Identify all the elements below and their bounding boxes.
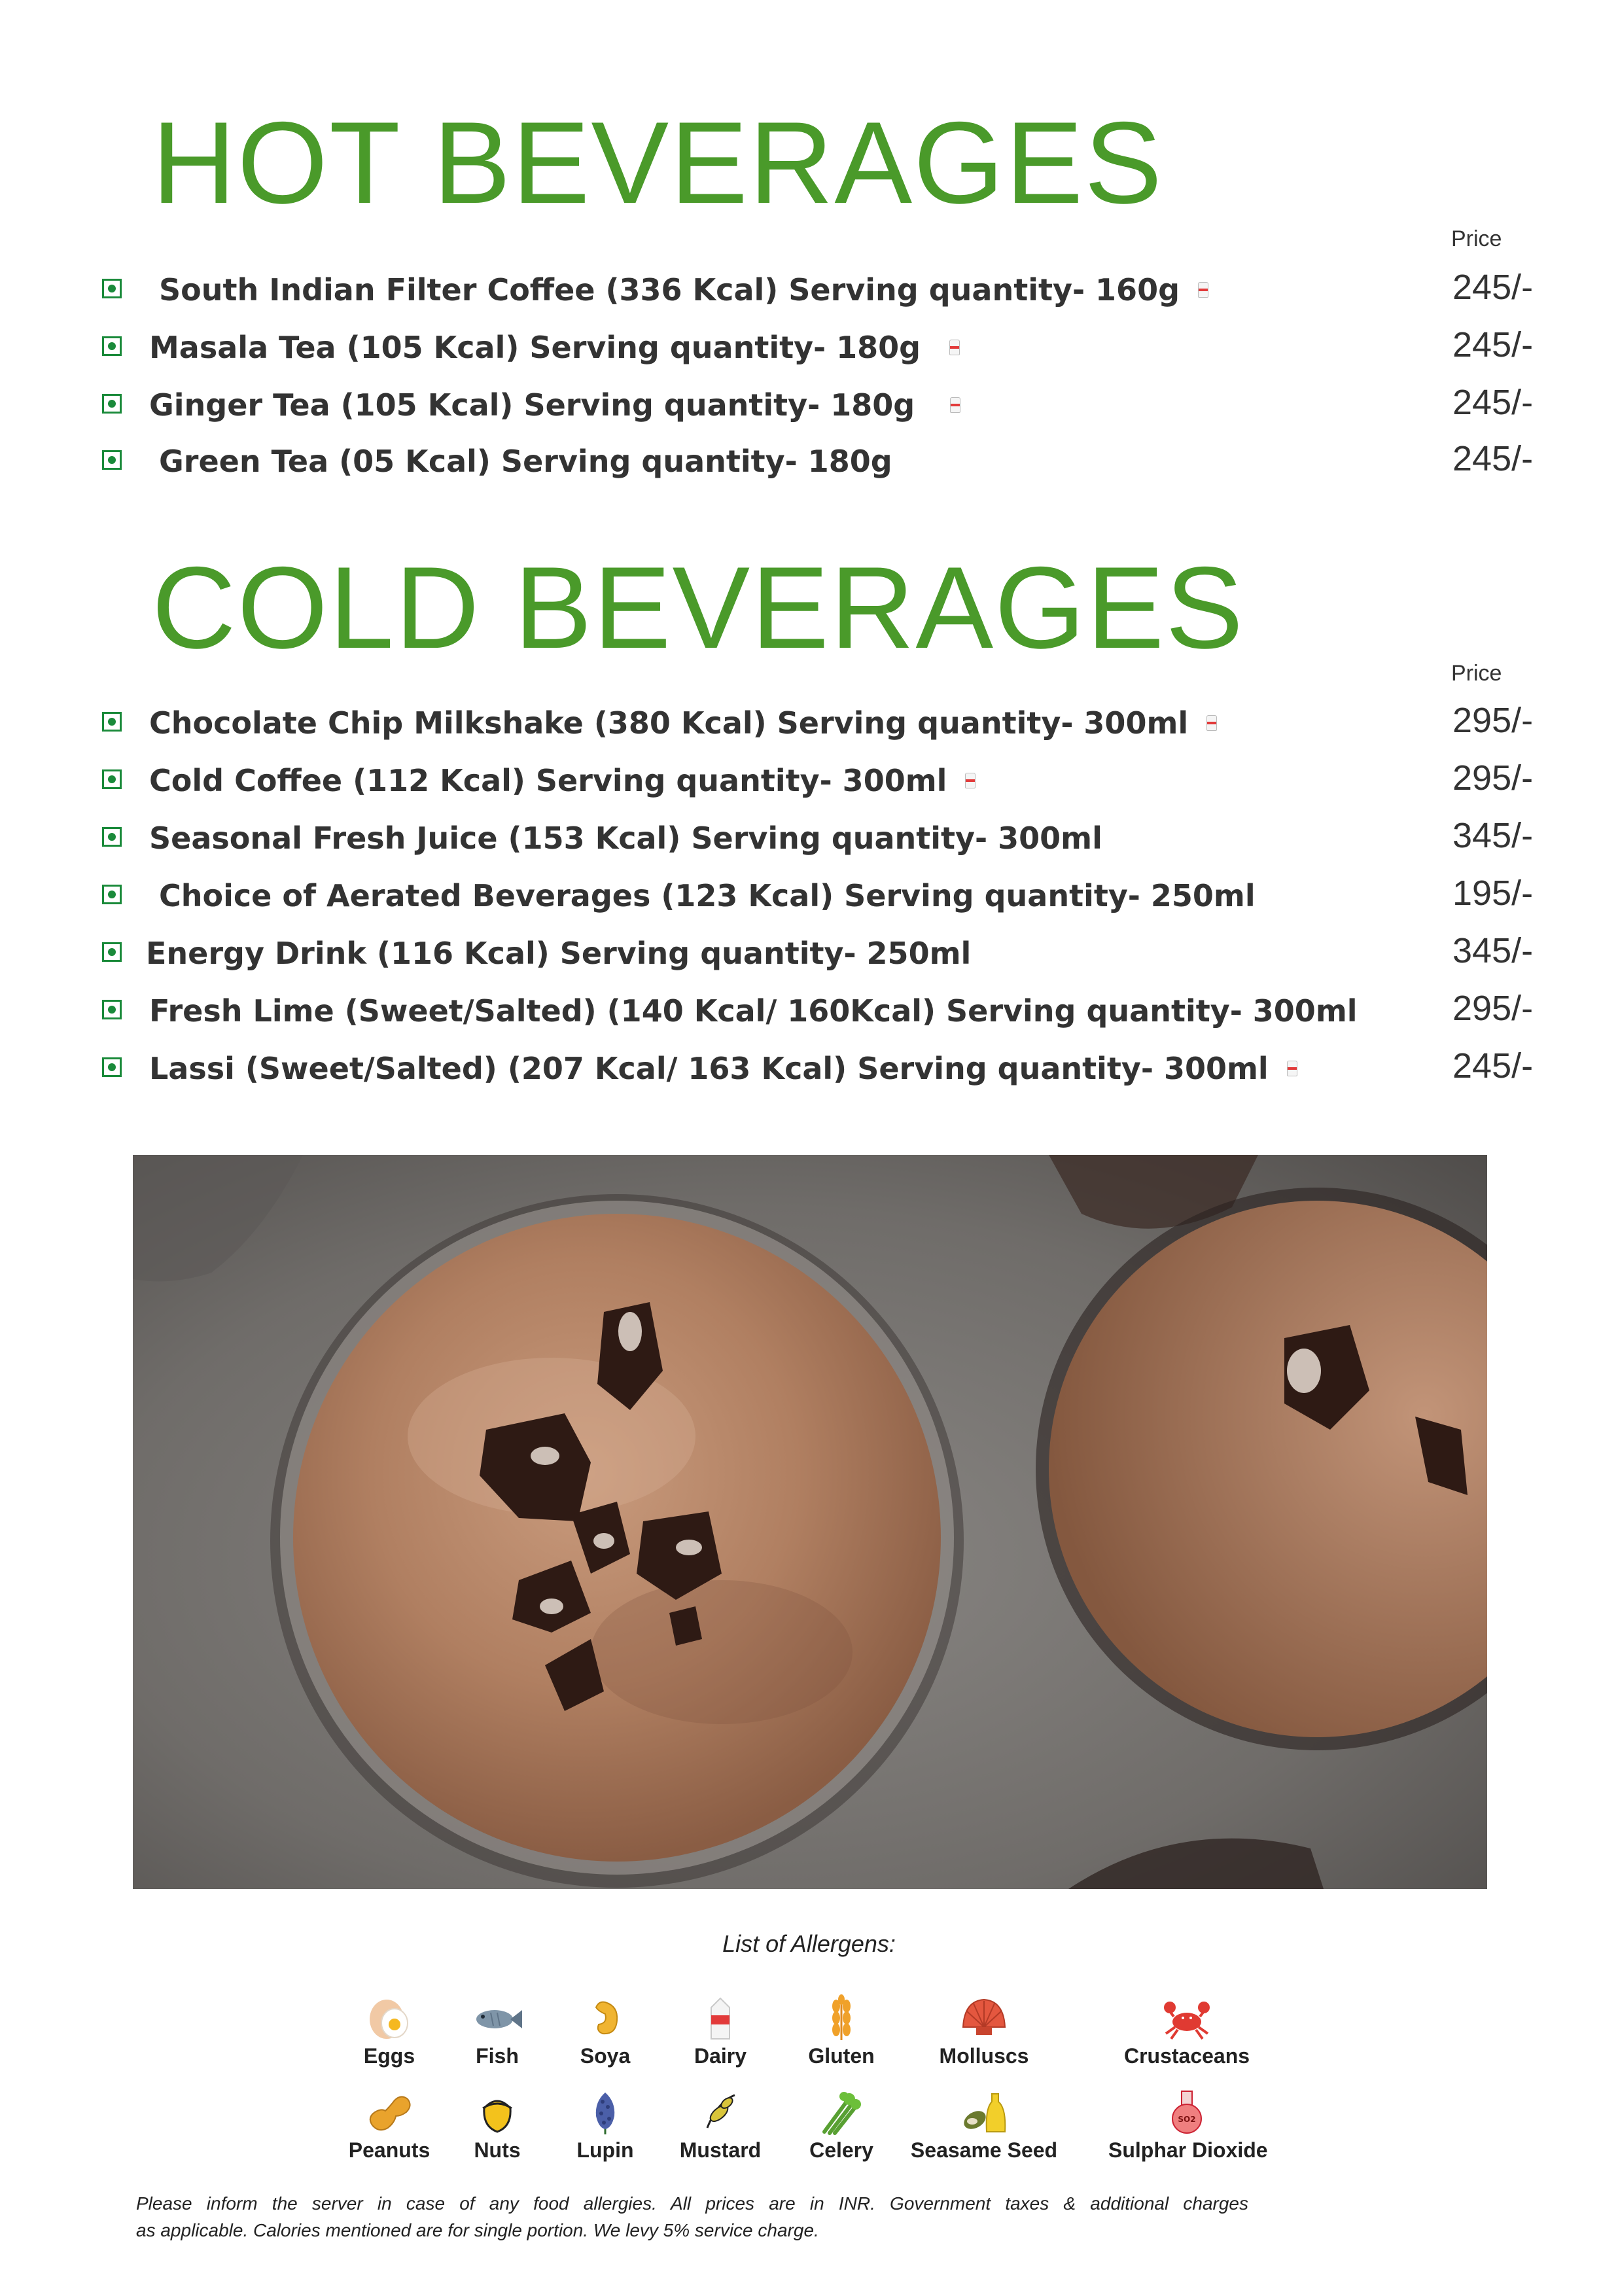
allergens-title: List of Allergens: [722, 1930, 896, 1957]
milk-carton-icon [1287, 1061, 1297, 1076]
item-price: 245/- [1452, 1046, 1534, 1086]
item-price: 295/- [1452, 758, 1534, 798]
item-price: 345/- [1452, 816, 1534, 855]
milk-carton-icon [1198, 282, 1208, 298]
veg-symbol-icon [102, 1057, 122, 1077]
veg-symbol-icon [102, 942, 122, 962]
veg-symbol-icon [102, 885, 122, 904]
milk-carton-icon [949, 340, 960, 355]
item-price: 295/- [1452, 989, 1534, 1028]
cold-beverages-title: COLD BEVERAGES [152, 542, 1245, 673]
nuts-icon [471, 2089, 523, 2136]
item-price: 195/- [1452, 874, 1534, 913]
footer-note [136, 2190, 1248, 2244]
menu-item [98, 438, 1577, 484]
menu-item [98, 873, 1577, 919]
svg-text:SO2: SO2 [1178, 2115, 1196, 2124]
menu-item [98, 815, 1577, 861]
allergen-label: Dairy [694, 2044, 747, 2068]
menu-item [98, 700, 1577, 746]
item-name: Seasonal Fresh Juice (153 Kcal) Serving quantity- 300ml [149, 821, 1102, 856]
menu-item [98, 1046, 1577, 1091]
allergen-seasame-seed [906, 2089, 1063, 2163]
allergen-gluten [763, 1994, 920, 2068]
allergen-celery [763, 2089, 920, 2163]
dairy-icon [694, 1994, 747, 2041]
allergen-label: Peanuts [348, 2138, 431, 2162]
item-price: 245/- [1452, 325, 1534, 364]
allergen-label: Lupin [576, 2138, 634, 2162]
hot-beverages-title: HOT BEVERAGES [152, 97, 1164, 228]
allergen-label: Seasame Seed [910, 2138, 1058, 2162]
allergen-label: Soya [580, 2044, 631, 2068]
menu-item [98, 930, 1577, 976]
veg-symbol-icon [102, 712, 122, 732]
allergen-label: Nuts [474, 2138, 521, 2162]
allergen-molluscs [906, 1994, 1063, 2068]
milk-carton-icon [950, 397, 960, 413]
celery-icon [815, 2089, 868, 2136]
allergen-sulphar-dioxide [1108, 2089, 1268, 2163]
item-price: 295/- [1452, 701, 1534, 740]
gluten-icon [815, 1994, 868, 2041]
item-name: South Indian Filter Coffee (336 Kcal) Serving quantity- 160g [159, 272, 1180, 308]
crustaceans-icon [1161, 1994, 1213, 2041]
seasame-seed-icon [958, 2089, 1010, 2136]
soya-icon [579, 1994, 631, 2041]
cold-price-label: Price [1451, 661, 1502, 686]
veg-symbol-icon [102, 336, 122, 356]
footer-line-1: Please inform the server in case of any food allergies. All prices are in INR. Government taxes & additional charges [136, 2193, 1248, 2214]
allergen-label: Eggs [363, 2044, 415, 2068]
menu-item [98, 267, 1577, 313]
peanuts-icon [363, 2089, 415, 2136]
mustard-icon [694, 2089, 747, 2136]
allergen-label: Fish [476, 2044, 519, 2068]
veg-symbol-icon [102, 279, 122, 298]
allergen-label: Mustard [679, 2138, 762, 2162]
milk-carton-icon [965, 773, 976, 788]
item-price: 245/- [1452, 383, 1534, 422]
allergen-label: Crustaceans [1123, 2044, 1250, 2068]
menu-item [98, 758, 1577, 804]
veg-symbol-icon [102, 827, 122, 847]
menu-item [98, 988, 1577, 1034]
allergen-crustaceans [1108, 1994, 1265, 2068]
sulphar-dioxide-icon [1161, 2089, 1213, 2136]
item-name: Choice of Aerated Beverages (123 Kcal) Serving quantity- 250ml [159, 878, 1256, 913]
hot-price-label: Price [1451, 226, 1502, 251]
item-price: 245/- [1452, 268, 1534, 307]
item-name: Fresh Lime (Sweet/Salted) (140 Kcal/ 160Kcal) Serving quantity- 300ml [149, 993, 1358, 1029]
menu-item [98, 382, 1577, 428]
molluscs-icon [958, 1994, 1010, 2041]
allergen-label: Celery [809, 2138, 873, 2162]
veg-symbol-icon [102, 450, 122, 470]
allergen-label: Sulphar Dioxide [1108, 2138, 1268, 2162]
eggs-icon [363, 1994, 415, 2041]
veg-symbol-icon [102, 394, 122, 414]
veg-symbol-icon [102, 1000, 122, 1019]
lupin-icon [579, 2089, 631, 2136]
item-name: Green Tea (05 Kcal) Serving quantity- 180g [159, 444, 892, 479]
item-price: 345/- [1452, 931, 1534, 970]
item-name: Lassi (Sweet/Salted) (207 Kcal/ 163 Kcal) Serving quantity- 300ml [149, 1051, 1269, 1086]
item-name: Ginger Tea (105 Kcal) Serving quantity- 180g [149, 387, 915, 423]
allergen-label: Molluscs [939, 2044, 1029, 2068]
fish-icon [471, 1994, 523, 2041]
item-name: Energy Drink (116 Kcal) Serving quantity- 250ml [146, 936, 972, 971]
item-price: 245/- [1452, 439, 1534, 478]
veg-symbol-icon [102, 769, 122, 789]
footer-line-2: as applicable. Calories mentioned are for single portion. We levy 5% service charge. [136, 2220, 819, 2240]
item-name: Cold Coffee (112 Kcal) Serving quantity- 300ml [149, 763, 947, 798]
menu-item [98, 325, 1577, 370]
allergen-label: Gluten [808, 2044, 875, 2068]
item-name: Chocolate Chip Milkshake (380 Kcal) Serving quantity- 300ml [149, 705, 1189, 741]
milkshake-photo [133, 1155, 1487, 1889]
milk-carton-icon [1206, 715, 1217, 731]
item-name: Masala Tea (105 Kcal) Serving quantity- 180g [149, 330, 921, 365]
